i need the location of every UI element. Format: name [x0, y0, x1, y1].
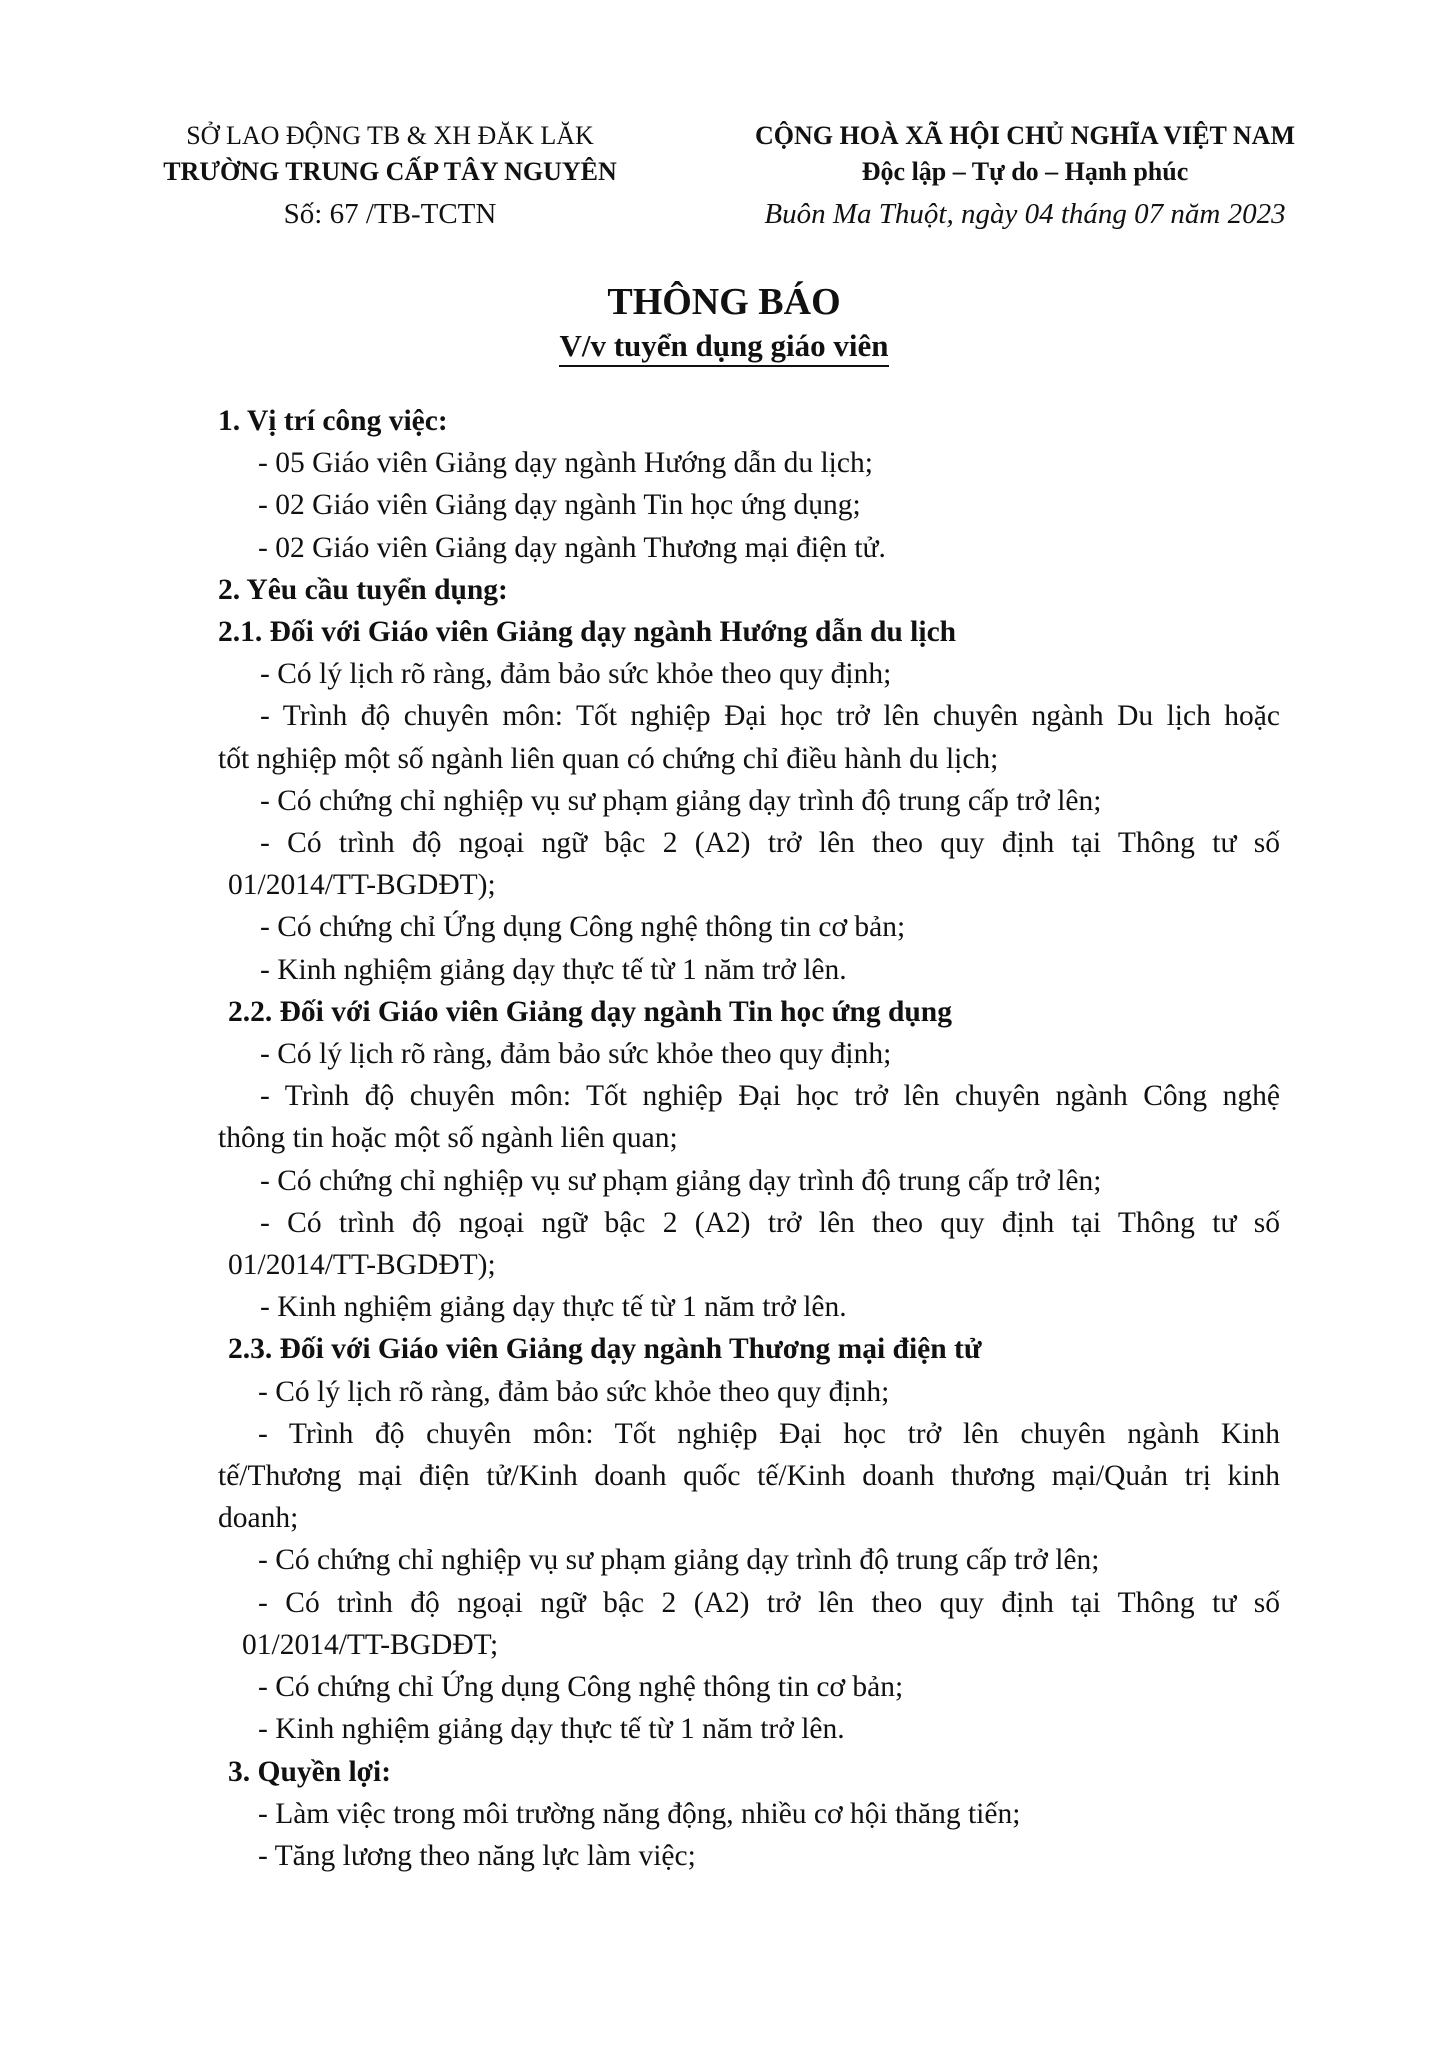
- section-1-heading: 1. Vị trí công việc:: [218, 405, 448, 437]
- agency-line-2: TRƯỜNG TRUNG CẤP TÂY NGUYÊN: [163, 157, 617, 186]
- list-item: - 02 Giáo viên Giảng dạy ngành Tin học ứng dụng;: [258, 489, 861, 522]
- list-item-continued: tốt nghiệp một số ngành liên quan có chứng chỉ điều hành du lịch;: [218, 742, 999, 775]
- list-item: - Có lý lịch rõ ràng, đảm bảo sức khỏe theo quy định;: [258, 1375, 890, 1408]
- section-2-3-heading: 2.3. Đối với Giáo viên Giảng dạy ngành Thương mại điện tử: [228, 1333, 982, 1366]
- list-item-continued: thông tin hoặc một số ngành liên quan;: [218, 1122, 678, 1155]
- list-item: - Có trình độ ngoại ngữ bậc 2 (A2) trở lên theo quy định tại Thông tư số: [260, 1206, 1280, 1239]
- list-item: - Làm việc trong môi trường năng động, nhiều cơ hội thăng tiến;: [258, 1797, 1021, 1830]
- list-item: - Trình độ chuyên môn: Tốt nghiệp Đại học trở lên chuyên ngành Kinh: [258, 1417, 1280, 1450]
- list-item-continued: 01/2014/TT-BGDĐT;: [242, 1628, 499, 1661]
- nation-line-1: CỘNG HOÀ XÃ HỘI CHỦ NGHĨA VIỆT NAM: [754, 121, 1296, 150]
- agency-header: [130, 118, 650, 190]
- list-item: - Có chứng chỉ nghiệp vụ sư phạm giảng dạy trình độ trung cấp trở lên;: [260, 784, 1102, 817]
- list-item-continued: 01/2014/TT-BGDĐT);: [228, 1249, 496, 1282]
- list-item: - Có chứng chỉ nghiệp vụ sư phạm giảng dạy trình độ trung cấp trở lên;: [258, 1544, 1100, 1577]
- list-item: - 05 Giáo viên Giảng dạy ngành Hướng dẫn du lịch;: [258, 447, 873, 480]
- list-item: - Kinh nghiệm giảng dạy thực tế từ 1 năm trở lên.: [258, 1713, 845, 1746]
- document-title: THÔNG BÁO: [607, 281, 841, 323]
- document-subtitle: [0, 328, 1448, 364]
- list-item: - Có lý lịch rõ ràng, đảm bảo sức khỏe theo quy định;: [260, 658, 892, 691]
- list-item: - Có trình độ ngoại ngữ bậc 2 (A2) trở lên theo quy định tại Thông tư số: [260, 827, 1280, 860]
- list-item: - Tăng lương theo năng lực làm việc;: [258, 1839, 696, 1872]
- list-item: - Có chứng chỉ Ứng dụng Công nghệ thông tin cơ bản;: [258, 1671, 904, 1704]
- list-item: - Trình độ chuyên môn: Tốt nghiệp Đại học trở lên chuyên ngành Du lịch hoặc: [260, 700, 1280, 733]
- list-item-continued: 01/2014/TT-BGDĐT);: [228, 869, 496, 902]
- list-item: - Có lý lịch rõ ràng, đảm bảo sức khỏe theo quy định;: [260, 1038, 892, 1071]
- nation-header: [700, 118, 1350, 190]
- list-item: - Kinh nghiệm giảng dạy thực tế từ 1 năm trở lên.: [260, 1291, 847, 1324]
- list-item: - Có chứng chỉ nghiệp vụ sư phạm giảng dạy trình độ trung cấp trở lên;: [260, 1164, 1102, 1197]
- section-2-heading: 2. Yêu cầu tuyển dụng:: [218, 573, 508, 606]
- list-item-continued: doanh;: [218, 1502, 299, 1535]
- list-item: - Trình độ chuyên môn: Tốt nghiệp Đại học trở lên chuyên ngành Công nghệ: [260, 1080, 1280, 1113]
- agency-line-1: SỞ LAO ĐỘNG TB & XH ĐĂK LĂK: [186, 121, 594, 150]
- place-date: Buôn Ma Thuột, ngày 04 tháng 07 năm 2023: [764, 198, 1286, 230]
- list-item: - 02 Giáo viên Giảng dạy ngành Thương mại điện tử.: [258, 531, 886, 564]
- document-number: Số: 67 /TB-TCTN: [283, 198, 497, 230]
- section-2-1-heading: 2.1. Đối với Giáo viên Giảng dạy ngành Hướng dẫn du lịch: [218, 616, 957, 649]
- subtitle-text: V/v tuyển dụng giáo viên: [559, 328, 888, 367]
- nation-line-2: Độc lập – Tự do – Hạnh phúc: [861, 157, 1189, 186]
- list-item: - Có chứng chỉ Ứng dụng Công nghệ thông tin cơ bản;: [260, 911, 906, 944]
- list-item-continued: tế/Thương mại điện tử/Kinh doanh quốc tế/Kinh doanh thương mại/Quản trị kinh: [218, 1460, 1280, 1493]
- list-item: - Kinh nghiệm giảng dạy thực tế từ 1 năm trở lên.: [260, 953, 847, 986]
- list-item: - Có trình độ ngoại ngữ bậc 2 (A2) trở lên theo quy định tại Thông tư số: [258, 1586, 1280, 1619]
- section-3-heading: 3. Quyền lợi:: [228, 1755, 392, 1788]
- section-2-2-heading: 2.2. Đối với Giáo viên Giảng dạy ngành Tin học ứng dụng: [228, 995, 952, 1028]
- document-body: [218, 400, 1280, 1877]
